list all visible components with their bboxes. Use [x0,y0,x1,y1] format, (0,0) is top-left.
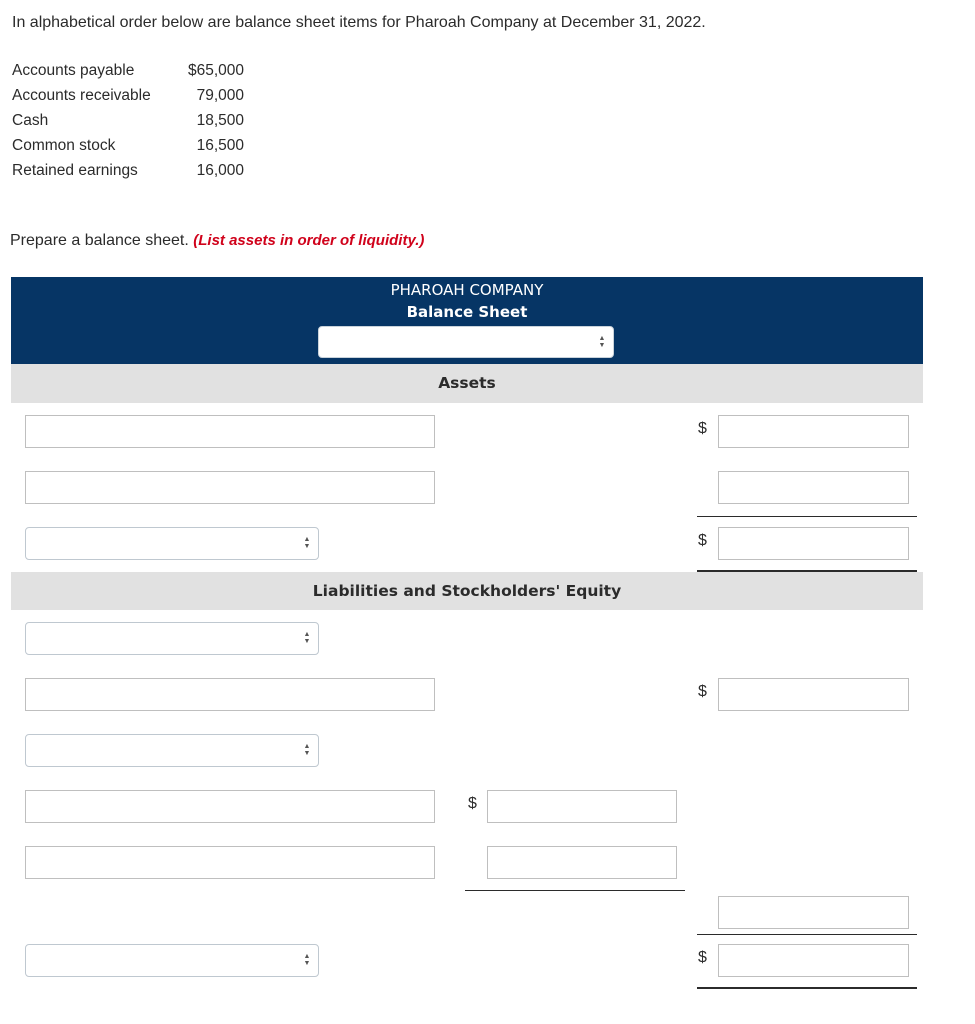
equity-amount-input[interactable] [487,790,677,823]
company-name: PHAROAH COMPANY [390,281,544,299]
equity-account-input[interactable] [25,790,435,823]
instruction-text: Prepare a balance sheet. [10,232,189,249]
asset-account-input[interactable] [25,471,435,504]
subtotal-rule [465,890,685,891]
up-down-arrows-icon: ▲ ▼ [303,743,311,757]
total-rule [697,987,917,989]
total-liabilities-equity-input[interactable] [718,944,909,977]
equity-account-input[interactable] [25,846,435,879]
statement-title: Balance Sheet [406,303,528,321]
dollar-sign: $ [698,683,707,700]
asset-amount-input[interactable] [718,471,909,504]
item-row [12,137,247,161]
total-equity-input[interactable] [718,896,909,929]
item-value: 79,000 [196,87,244,104]
item-name: Common stock [12,137,116,154]
instruction-hint: (List assets in order of liquidity.) [193,232,425,249]
dollar-sign: $ [698,532,707,549]
asset-account-input[interactable] [25,415,435,448]
date-select[interactable] [318,326,614,358]
dollar-sign: $ [468,795,477,812]
item-row [12,162,247,186]
dollar-sign: $ [698,420,707,437]
total-assets-input[interactable] [718,527,909,560]
up-down-arrows-icon: ▲ ▼ [303,631,311,645]
item-name: Accounts receivable [12,87,151,104]
item-value: 16,000 [196,162,244,179]
up-down-arrows-icon: ▲ ▼ [303,536,311,550]
assets-section-header [11,364,923,403]
total-liabilities-equity-select[interactable] [25,944,319,977]
total-assets-select[interactable] [25,527,319,560]
item-row [12,62,247,86]
liability-account-input[interactable] [25,678,435,711]
item-row [12,112,247,136]
subtotal-rule [697,516,917,517]
item-value: $65,000 [187,62,244,79]
instruction [10,232,424,250]
item-value: 18,500 [196,112,244,129]
liabilities-select[interactable] [25,622,319,655]
assets-heading: Assets [438,374,496,392]
problem-intro: In alphabetical order below are balance sheet items for Pharoah Company at December 31, 2022. [12,14,706,31]
asset-amount-input[interactable] [718,415,909,448]
liabilities-equity-section-header [11,572,923,610]
up-down-arrows-icon: ▲ ▼ [598,335,606,349]
item-name: Retained earnings [12,162,138,179]
balance-sheet-header [11,277,923,364]
liabilities-equity-heading: Liabilities and Stockholders' Equity [312,582,622,600]
liability-amount-input[interactable] [718,678,909,711]
up-down-arrows-icon: ▲ ▼ [303,953,311,967]
equity-select[interactable] [25,734,319,767]
equity-amount-input[interactable] [487,846,677,879]
item-name: Cash [12,112,49,129]
item-row [12,87,247,111]
dollar-sign: $ [698,949,707,966]
item-value: 16,500 [196,137,244,154]
item-name: Accounts payable [12,62,135,79]
subtotal-rule [697,934,917,935]
